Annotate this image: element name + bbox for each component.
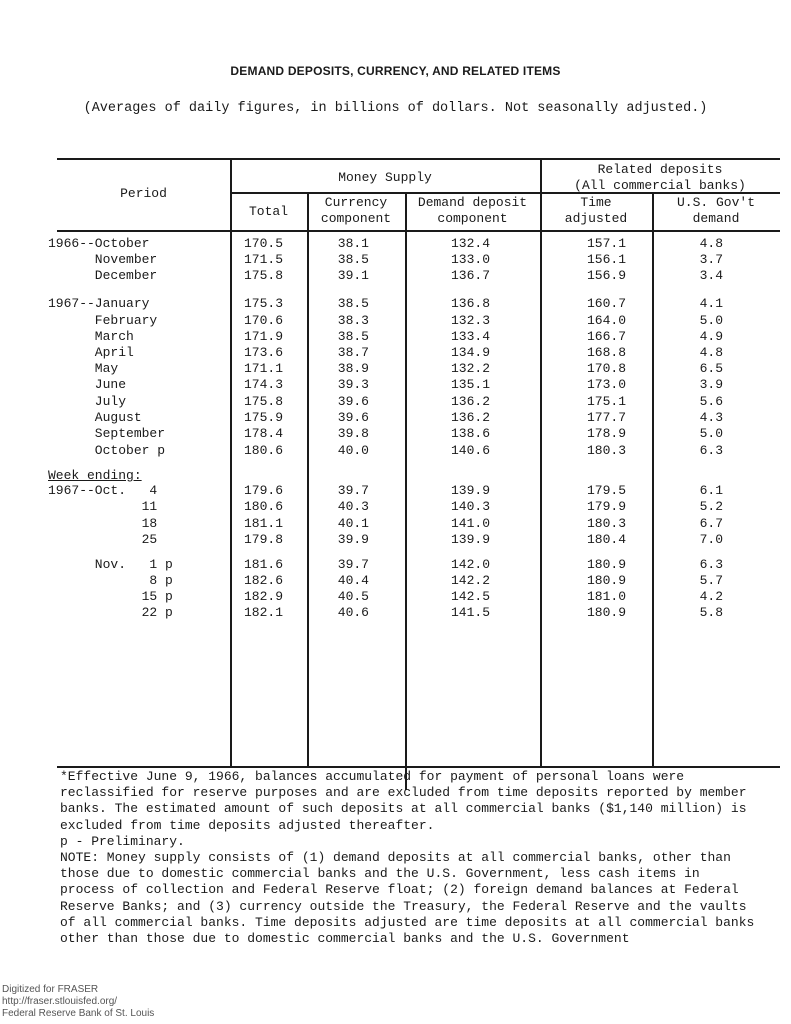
cell-currency: 39.3 (337, 377, 369, 392)
row-period: July (48, 394, 127, 409)
cell-demand: 141.0 (450, 516, 490, 531)
header-period: Period (120, 186, 167, 201)
footnote-preliminary: p - Preliminary. (60, 833, 185, 849)
header-bottom-rule (57, 230, 780, 232)
cell-time: 156.9 (586, 268, 626, 283)
cell-govt: 4.8 (699, 345, 723, 360)
row-period: 11 (48, 499, 158, 514)
row-period: Nov. 1 p (48, 557, 173, 572)
cell-total: 175.8 (243, 268, 283, 283)
footer-line1: Digitized for FRASER (2, 984, 99, 995)
cell-time: 160.7 (586, 296, 626, 311)
cell-time: 170.8 (586, 361, 626, 376)
footnote-effective: *Effective June 9, 1966, balances accumulated for payment of personal loans were reclassified for reserve purposes and are excluded from time deposits reported by member banks. The estimated amount of such deposits at all commercial banks ($1,140 million) is excluded from time deposits adjusted thereafter. (60, 769, 747, 833)
cell-total: 181.6 (243, 557, 283, 572)
cell-time: 179.5 (586, 483, 626, 498)
cell-currency: 38.1 (337, 236, 369, 251)
cell-govt: 4.8 (699, 236, 723, 251)
cell-currency: 39.9 (337, 532, 369, 547)
cell-total: 175.9 (243, 410, 283, 425)
row-period: 1967--Oct. 4 (48, 483, 158, 498)
cell-demand: 139.9 (450, 532, 490, 547)
cell-total: 171.5 (243, 252, 283, 267)
cell-total: 182.1 (243, 605, 283, 620)
row-period: April (48, 345, 134, 360)
cell-govt: 4.2 (699, 589, 723, 604)
cell-demand: 133.4 (450, 329, 490, 344)
row-period: August (48, 410, 142, 425)
cell-govt: 4.3 (699, 410, 723, 425)
table-row (0, 499, 791, 515)
table-row (0, 252, 791, 268)
cell-total: 171.1 (243, 361, 283, 376)
cell-demand: 136.2 (450, 410, 490, 425)
cell-demand: 134.9 (450, 345, 490, 360)
table-row (0, 236, 791, 252)
cell-time: 178.9 (586, 426, 626, 441)
cell-time: 180.9 (586, 557, 626, 572)
cell-time: 168.8 (586, 345, 626, 360)
row-period: December (48, 268, 158, 283)
cell-currency: 40.4 (337, 573, 369, 588)
cell-total: 182.6 (243, 573, 283, 588)
money-supply-underline (230, 192, 540, 194)
cell-currency: 38.5 (337, 296, 369, 311)
cell-govt: 3.9 (699, 377, 723, 392)
table-row (0, 345, 791, 361)
document-title: DEMAND DEPOSITS, CURRENCY, AND RELATED ITEMS (230, 64, 561, 78)
cell-time: 180.9 (586, 573, 626, 588)
cell-demand: 136.7 (450, 268, 490, 283)
cell-govt: 5.6 (699, 394, 723, 409)
cell-govt: 6.1 (699, 483, 723, 498)
row-period: 1966--October (48, 236, 150, 251)
cell-currency: 39.6 (337, 394, 369, 409)
header-money-supply: Money Supply (338, 170, 432, 185)
cell-time: 156.1 (586, 252, 626, 267)
notes-section (60, 769, 760, 947)
header-demand-line2: component (437, 211, 508, 226)
row-period: March (48, 329, 134, 344)
cell-currency: 40.0 (337, 443, 369, 458)
cell-currency: 39.7 (337, 557, 369, 572)
cell-currency: 38.9 (337, 361, 369, 376)
cell-currency: 40.3 (337, 499, 369, 514)
cell-govt: 5.0 (699, 313, 723, 328)
cell-demand: 133.0 (450, 252, 490, 267)
row-period: 25 (48, 532, 158, 547)
table-row (0, 532, 791, 548)
cell-total: 174.3 (243, 377, 283, 392)
cell-total: 175.3 (243, 296, 283, 311)
cell-govt: 6.7 (699, 516, 723, 531)
cell-demand: 140.6 (450, 443, 490, 458)
table-row (0, 605, 791, 621)
header-total: Total (248, 204, 288, 219)
cell-time: 173.0 (586, 377, 626, 392)
header-time-line2: adjusted (564, 211, 628, 226)
table-row (0, 516, 791, 532)
table-row (0, 329, 791, 345)
cell-time: 180.3 (586, 443, 626, 458)
table-row (0, 268, 791, 284)
row-period: 8 p (48, 573, 173, 588)
cell-currency: 40.6 (337, 605, 369, 620)
row-period: 18 (48, 516, 158, 531)
cell-total: 175.8 (243, 394, 283, 409)
cell-demand: 142.0 (450, 557, 490, 572)
cell-time: 181.0 (586, 589, 626, 604)
cell-total: 178.4 (243, 426, 283, 441)
row-period: September (48, 426, 166, 441)
cell-total: 180.6 (243, 443, 283, 458)
cell-govt: 5.0 (699, 426, 723, 441)
cell-currency: 40.5 (337, 589, 369, 604)
cell-currency: 38.3 (337, 313, 369, 328)
header-demand-line1: Demand deposit (417, 195, 528, 210)
table-row (0, 589, 791, 605)
cell-total: 181.1 (243, 516, 283, 531)
cell-currency: 38.7 (337, 345, 369, 360)
cell-time: 180.3 (586, 516, 626, 531)
cell-govt: 5.7 (699, 573, 723, 588)
table-row (0, 377, 791, 393)
cell-govt: 6.3 (699, 557, 723, 572)
row-period: 1967--January (48, 296, 150, 311)
cell-govt: 4.1 (699, 296, 723, 311)
cell-demand: 142.5 (450, 589, 490, 604)
row-period: October p (48, 443, 166, 458)
cell-time: 175.1 (586, 394, 626, 409)
table-row (0, 410, 791, 426)
row-period: February (48, 313, 158, 328)
cell-total: 179.6 (243, 483, 283, 498)
table-row (0, 361, 791, 377)
cell-govt: 5.2 (699, 499, 723, 514)
cell-govt: 6.5 (699, 361, 723, 376)
cell-time: 179.9 (586, 499, 626, 514)
cell-currency: 38.5 (337, 252, 369, 267)
row-period: November (48, 252, 158, 267)
document-subtitle: (Averages of daily figures, in billions of dollars. Not seasonally adjusted.) (83, 101, 708, 116)
cell-time: 180.9 (586, 605, 626, 620)
header-currency-line2: component (320, 211, 392, 226)
cell-demand: 135.1 (450, 377, 490, 392)
table-row (0, 573, 791, 589)
cell-total: 180.6 (243, 499, 283, 514)
table-bottom-rule (57, 766, 780, 768)
table-row (0, 483, 791, 499)
header-related-line2: (All commercial banks) (574, 178, 746, 193)
cell-demand: 142.2 (450, 573, 490, 588)
header-related-line1: Related deposits (597, 162, 723, 177)
cell-time: 166.7 (586, 329, 626, 344)
cell-demand: 140.3 (450, 499, 490, 514)
header-govt-line2: demand (692, 211, 740, 226)
cell-demand: 141.5 (450, 605, 490, 620)
cell-total: 173.6 (243, 345, 283, 360)
table-row (0, 426, 791, 442)
cell-demand: 136.8 (450, 296, 490, 311)
cell-currency: 39.7 (337, 483, 369, 498)
note-money-supply: NOTE: Money supply consists of (1) demand deposits at all commercial banks, other than those due to domestic commercial banks and the U.S. Government, less cash items in process of collection and Federal Reserve float; (2) foreign demand balances at Federal Reserve Banks; and (3) currency outside the Treasury, the Federal Reserve and the vaults of all commercial banks. Time deposits adjusted are time deposits at all commercial banks other than those due to domestic commercial banks and the U.S. Government (60, 850, 755, 947)
table-row (0, 443, 791, 459)
table-row (0, 557, 791, 573)
cell-total: 170.6 (243, 313, 283, 328)
cell-demand: 139.9 (450, 483, 490, 498)
footer-line3: Federal Reserve Bank of St. Louis (2, 1008, 155, 1019)
cell-govt: 3.4 (699, 268, 723, 283)
cell-total: 179.8 (243, 532, 283, 547)
row-period: May (48, 361, 119, 376)
cell-govt: 3.7 (699, 252, 723, 267)
cell-govt: 5.8 (699, 605, 723, 620)
cell-demand: 136.2 (450, 394, 490, 409)
cell-demand: 132.3 (450, 313, 490, 328)
header-currency-line1: Currency (324, 195, 388, 210)
fraser-footer (2, 984, 154, 1020)
cell-govt: 6.3 (699, 443, 723, 458)
row-period: 15 p (48, 589, 173, 604)
header-govt-line1: U.S. Gov't (676, 195, 755, 210)
cell-total: 171.9 (243, 329, 283, 344)
row-period: June (48, 377, 127, 392)
header-time-line1: Time (580, 195, 612, 210)
cell-total: 170.5 (243, 236, 283, 251)
table-row (0, 394, 791, 410)
table-row (0, 296, 791, 312)
cell-time: 180.4 (586, 532, 626, 547)
cell-govt: 4.9 (699, 329, 723, 344)
cell-govt: 7.0 (699, 532, 723, 547)
cell-currency: 39.6 (337, 410, 369, 425)
table-top-rule (57, 158, 780, 160)
cell-currency: 38.5 (337, 329, 369, 344)
cell-demand: 132.2 (450, 361, 490, 376)
cell-time: 164.0 (586, 313, 626, 328)
cell-total: 182.9 (243, 589, 283, 604)
cell-currency: 39.1 (337, 268, 369, 283)
cell-demand: 138.6 (450, 426, 490, 441)
cell-time: 157.1 (586, 236, 626, 251)
footer-line2: http://fraser.stlouisfed.org/ (2, 996, 118, 1007)
cell-time: 177.7 (586, 410, 626, 425)
cell-currency: 40.1 (337, 516, 369, 531)
table-row (0, 313, 791, 329)
cell-demand: 132.4 (450, 236, 490, 251)
cell-currency: 39.8 (337, 426, 369, 441)
week-ending-label: Week ending: (48, 468, 142, 483)
row-period: 22 p (48, 605, 173, 620)
